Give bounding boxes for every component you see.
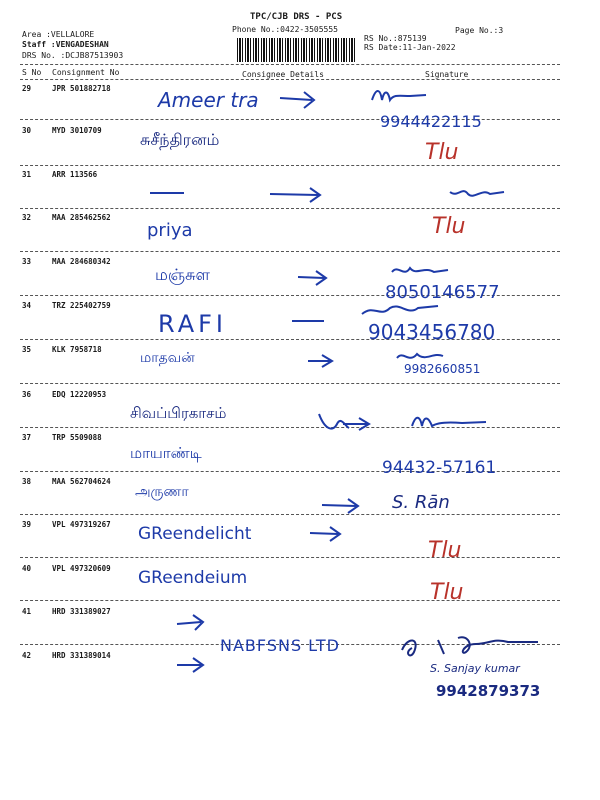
rs-date: RS Date:11-Jan-2022: [364, 43, 456, 52]
handwritten-initials: Tlu: [430, 580, 464, 605]
handwritten-initials: Tlu: [425, 140, 459, 165]
signature-scribble: [448, 182, 508, 202]
row-35-consignment: KLK 7958718: [52, 345, 102, 354]
arrow-icon: [278, 88, 318, 108]
row-41-consignment: HRD 331389027: [52, 607, 111, 616]
arrow-icon: [315, 410, 375, 438]
phone-number: Phone No.:0422-3505555: [232, 25, 338, 34]
arrow-icon: [175, 612, 211, 634]
page-number: Page No.:3: [455, 26, 504, 35]
row-36-consignment: EDQ 12220953: [52, 390, 107, 399]
signature-scribble: [390, 262, 450, 278]
row-41-no: 41: [22, 607, 32, 616]
handwritten-name: மஞ்சுள: [155, 265, 210, 284]
arrow-icon: [306, 352, 336, 370]
barcode: [237, 38, 357, 62]
arrow-icon: [308, 524, 348, 542]
handwritten-name: RAFI: [158, 310, 228, 338]
row-31-no: 31: [22, 170, 32, 179]
row-36-no: 36: [22, 390, 32, 399]
row-29-no: 29: [22, 84, 32, 93]
row-divider: [20, 251, 560, 252]
row-42-no: 42: [22, 651, 32, 660]
row-40-consignment: VPL 497320609: [52, 564, 111, 573]
row-35-no: 35: [22, 345, 32, 354]
handwritten-signature: S. Sanjay kumar: [430, 662, 520, 675]
row-31-consignment: ARR 113566: [52, 170, 98, 179]
handwritten-name: சுசீந்திரனம்: [140, 130, 220, 149]
row-32-no: 32: [22, 213, 32, 222]
handwritten-phone: 94432-57161: [382, 458, 497, 478]
handwritten-name: priya: [147, 220, 193, 241]
row-42-consignment: HRD 331389014: [52, 651, 111, 660]
row-divider: [20, 557, 560, 558]
handwritten-initials: Tlu: [432, 214, 466, 239]
handwritten-phone: 8050146577: [385, 282, 500, 303]
dash-stroke: [290, 318, 330, 324]
row-divider: [20, 383, 560, 384]
drs-number: DRS No. :DCJB87513903: [22, 51, 124, 60]
row-34-no: 34: [22, 301, 32, 310]
signature-scribble: [398, 630, 548, 664]
row-38-consignment: MAA 562704624: [52, 477, 111, 486]
handwritten-name: மாதவன்: [140, 350, 195, 366]
row-29-consignment: JPR 501882718: [52, 84, 111, 93]
row-40-no: 40: [22, 564, 32, 573]
row-38-no: 38: [22, 477, 32, 486]
rs-number: RS No.:875139: [364, 34, 427, 43]
handwritten-name: GReendelicht: [138, 524, 252, 544]
handwritten-name: மாயாண்டி: [130, 444, 202, 462]
row-divider: [20, 600, 560, 601]
staff-label: Staff :VENGADESHAN: [22, 40, 109, 49]
handwritten-signature: S. Rān: [392, 492, 450, 513]
handwritten-name: சிவப்பிரகாசம்: [130, 404, 227, 422]
row-34-consignment: TRZ 225402759: [52, 301, 111, 310]
arrow-icon: [320, 496, 364, 514]
row-divider: [20, 165, 560, 166]
row-33-consignment: MAA 284680342: [52, 257, 111, 266]
handwritten-name: அருணா: [135, 484, 189, 500]
area-label: Area :VELLALORE: [22, 30, 95, 39]
row-divider: [20, 208, 560, 209]
arrow-icon: [175, 655, 211, 675]
handwritten-name: NABFSNS LTD: [220, 636, 340, 655]
col-consignee: Consignee Details: [242, 70, 324, 79]
row-30-consignment: MYD 3010709: [52, 126, 102, 135]
arrow-icon: [296, 268, 332, 286]
handwritten-name: Ameer tra: [158, 88, 259, 112]
dash-stroke: [148, 190, 188, 196]
header-bottom-rule: [20, 79, 560, 80]
handwritten-phone: 9043456780: [368, 320, 496, 344]
row-33-no: 33: [22, 257, 32, 266]
col-signature: Signature: [425, 70, 469, 79]
handwritten-phone: 9982660851: [404, 362, 481, 376]
row-37-consignment: TRP 5509088: [52, 433, 102, 442]
row-39-consignment: VPL 497319267: [52, 520, 111, 529]
row-32-consignment: MAA 285462562: [52, 213, 111, 222]
signature-scribble: [370, 86, 430, 104]
row-37-no: 37: [22, 433, 32, 442]
signature-scribble: [360, 300, 440, 322]
col-s-no: S No: [22, 68, 42, 77]
handwritten-name: GReendeium: [138, 568, 248, 588]
col-consignment: Consignment No: [52, 68, 120, 77]
header-top-rule: [20, 64, 560, 65]
document-title: TPC/CJB DRS - PCS: [250, 12, 343, 22]
handwritten-initials: Tlu: [428, 538, 462, 563]
handwritten-phone: 9944422115: [380, 112, 482, 131]
row-divider: [20, 514, 560, 515]
handwritten-phone: 9942879373: [436, 682, 541, 700]
arrow-icon: [268, 184, 328, 204]
row-30-no: 30: [22, 126, 32, 135]
signature-scribble: [410, 412, 490, 432]
row-39-no: 39: [22, 520, 32, 529]
